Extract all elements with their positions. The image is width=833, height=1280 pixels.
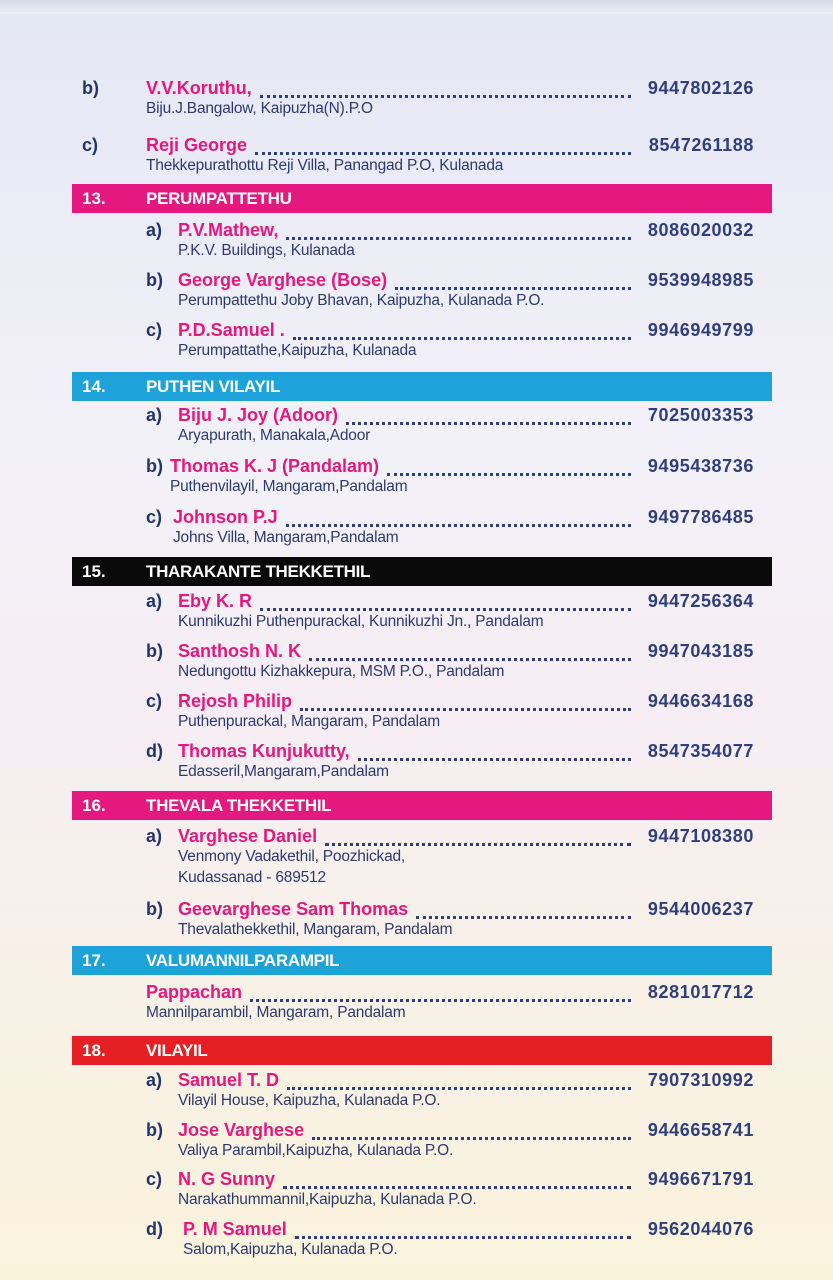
entry-phone: 9495438736: [647, 456, 754, 476]
entry-label: d): [146, 1219, 163, 1239]
dot-leader: [260, 81, 631, 98]
entry-label: b): [146, 641, 163, 661]
dot-leader: [260, 594, 631, 611]
entry-phone: 8281017712: [647, 982, 754, 1002]
section-number: 13.: [82, 189, 106, 208]
entry-label: a): [146, 591, 163, 611]
entry-phone: 8547354077: [647, 741, 754, 761]
entry-phone: 9539948985: [647, 270, 754, 290]
dot-leader: [250, 985, 631, 1002]
section-header: [72, 791, 772, 820]
entry-label: a): [146, 405, 163, 425]
directory-entry: [0, 78, 833, 118]
section-title: THARAKANTE THEKKETHIL: [146, 562, 371, 581]
entry-name: Geevarghese Sam Thomas: [178, 899, 409, 919]
dot-leader: [312, 1123, 631, 1140]
entry-name: Santhosh N. K: [178, 641, 302, 661]
entry-label: c): [146, 1169, 163, 1189]
directory-entry: [0, 741, 833, 781]
dot-leader: [287, 1073, 631, 1090]
directory-entry: [0, 691, 833, 731]
entry-name: Johnson P.J: [173, 507, 278, 527]
entry-phone: 9562044076: [647, 1219, 754, 1239]
directory-entry: [0, 456, 833, 496]
entry-address: Salom,Kaipuzha, Kulanada P.O.: [183, 1241, 398, 1258]
section-number: 18.: [82, 1041, 106, 1060]
entry-phone: 9544006237: [647, 899, 754, 919]
entry-phone: 9947043185: [647, 641, 754, 661]
dot-leader: [295, 1222, 631, 1239]
entry-label: b): [146, 456, 163, 476]
entry-phone: 9446634168: [647, 691, 754, 711]
dot-leader: [283, 1172, 631, 1189]
entry-address: Thekkepurathottu Reji Villa, Panangad P.O, Kulanada: [146, 157, 504, 174]
entry-name: Reji George: [146, 135, 248, 155]
dot-leader: [286, 510, 631, 527]
entry-phone: 9497786485: [647, 507, 754, 527]
entry-phone: 8086020032: [647, 220, 754, 240]
dot-leader: [293, 323, 631, 340]
entry-phone: 9446658741: [647, 1120, 754, 1140]
entry-phone: 9946949799: [647, 320, 754, 340]
section-number: 16.: [82, 796, 106, 815]
entry-label: b): [146, 1120, 163, 1140]
dot-leader: [309, 644, 631, 661]
section-header: [72, 557, 772, 586]
dot-leader: [300, 694, 631, 711]
entry-phone: 7907310992: [647, 1070, 754, 1090]
entry-label: b): [146, 270, 163, 290]
entry-name: George Varghese (Bose): [178, 270, 388, 290]
section-number: 17.: [82, 951, 106, 970]
section-title: PERUMPATTETHU: [146, 189, 292, 208]
directory-entry: [0, 220, 833, 260]
entry-name: V.V.Koruthu,: [146, 78, 252, 98]
entry-address: Kunnikuzhi Puthenpurackal, Kunnikuzhi Jn., Pandalam: [178, 613, 544, 630]
entry-phone: 7025003353: [647, 405, 754, 425]
entry-name: Thomas K. J (Pandalam): [170, 456, 380, 476]
entry-address: Perumpattethu Joby Bhavan, Kaipuzha, Kulanada P.O.: [178, 292, 545, 309]
dot-leader: [387, 459, 631, 476]
directory-entry: [0, 1070, 833, 1110]
entry-address: Biju.J.Bangalow, Kaipuzha(N).P.O: [146, 100, 373, 117]
dot-leader: [325, 829, 631, 846]
section-header: [72, 1036, 772, 1065]
directory-entry: [0, 1219, 833, 1259]
entry-phone: 9496671791: [647, 1169, 754, 1189]
directory-entry: [0, 1169, 833, 1209]
directory-entry: [0, 641, 833, 681]
entry-name: N. G Sunny: [178, 1169, 276, 1189]
dot-leader: [358, 744, 631, 761]
entry-address: Aryapurath, Manakala,Adoor: [178, 427, 371, 444]
entry-label: c): [146, 691, 163, 711]
entry-name: P.D.Samuel .: [178, 320, 285, 340]
section-number: 14.: [82, 377, 106, 396]
entry-name: Samuel T. D: [178, 1070, 280, 1090]
entry-phone: 9447256364: [647, 591, 754, 611]
entry-name: Thomas Kunjukutty,: [178, 741, 350, 761]
entry-label: c): [146, 320, 163, 340]
entry-address: Johns Villa, Mangaram,Pandalam: [173, 529, 399, 546]
entry-label: c): [146, 507, 163, 527]
entry-address: Narakathummannil,Kaipuzha, Kulanada P.O.: [178, 1191, 477, 1208]
entry-address: Nedungottu Kizhakkepura, MSM P.O., Pandalam: [178, 663, 505, 680]
section-header: [72, 372, 772, 401]
entry-address: Perumpattathe,Kaipuzha, Kulanada: [178, 342, 417, 359]
directory-entry: [0, 1120, 833, 1160]
entry-address: P.K.V. Buildings, Kulanada: [178, 242, 355, 259]
entry-phone: 9447802126: [647, 78, 754, 98]
dot-leader: [346, 408, 631, 425]
directory-entry: [0, 507, 833, 547]
dot-leader: [286, 223, 631, 240]
entry-label: b): [82, 78, 99, 98]
entry-name: P.V.Mathew,: [178, 220, 279, 240]
entry-address: Thevalathekkethil, Mangaram, Pandalam: [178, 921, 453, 938]
directory-entry: [0, 320, 833, 360]
entry-name: Biju J. Joy (Adoor): [178, 405, 339, 425]
top-band: [0, 0, 833, 14]
section-header: [72, 184, 772, 213]
directory-entry: [0, 826, 833, 886]
directory-entry: [0, 591, 833, 631]
dot-leader: [255, 138, 631, 155]
entry-label: a): [146, 826, 163, 846]
dot-leader: [416, 902, 631, 919]
entry-address: Edasseril,Mangaram,Pandalam: [178, 763, 389, 780]
entry-name: Rejosh Philip: [178, 691, 293, 711]
entry-label: a): [146, 1070, 163, 1090]
entry-address: Puthenvilayil, Mangaram,Pandalam: [170, 478, 408, 495]
directory-entry: [0, 270, 833, 310]
entry-address: Mannilparambil, Mangaram, Pandalam: [146, 1004, 406, 1021]
directory-entry: [0, 405, 833, 445]
entry-name: Pappachan: [146, 982, 243, 1002]
section-number: 15.: [82, 562, 106, 581]
entry-label: b): [146, 899, 163, 919]
directory-entry: [0, 899, 833, 939]
entry-label: a): [146, 220, 163, 240]
entry-address: Vilayil House, Kaipuzha, Kulanada P.O.: [178, 1092, 441, 1109]
entry-address: Puthenpurackal, Mangaram, Pandalam: [178, 713, 441, 730]
section-title: PUTHEN VILAYIL: [146, 377, 281, 396]
entry-address: Valiya Parambil,Kaipuzha, Kulanada P.O.: [178, 1142, 454, 1159]
entry-address: Venmony Vadakethil, Poozhickad,: [178, 848, 406, 865]
entry-label: d): [146, 741, 163, 761]
entry-phone: 8547261188: [648, 135, 754, 155]
dot-leader: [395, 273, 631, 290]
directory-entry: [0, 135, 833, 175]
entry-label: c): [82, 135, 99, 155]
section-title: THEVALA THEKKETHIL: [146, 796, 332, 815]
entry-name: P. M Samuel: [183, 1219, 287, 1239]
section-header: [72, 946, 772, 975]
directory-entry: [0, 982, 833, 1022]
entry-address-line2: Kudassanad - 689512: [178, 869, 326, 886]
entry-phone: 9447108380: [647, 826, 754, 846]
entry-name: Eby K. R: [178, 591, 253, 611]
entry-name: Jose Varghese: [178, 1120, 305, 1140]
entry-name: Varghese Daniel: [178, 826, 318, 846]
section-title: VALUMANNILPARAMPIL: [146, 951, 340, 970]
section-title: VILAYIL: [146, 1041, 208, 1060]
